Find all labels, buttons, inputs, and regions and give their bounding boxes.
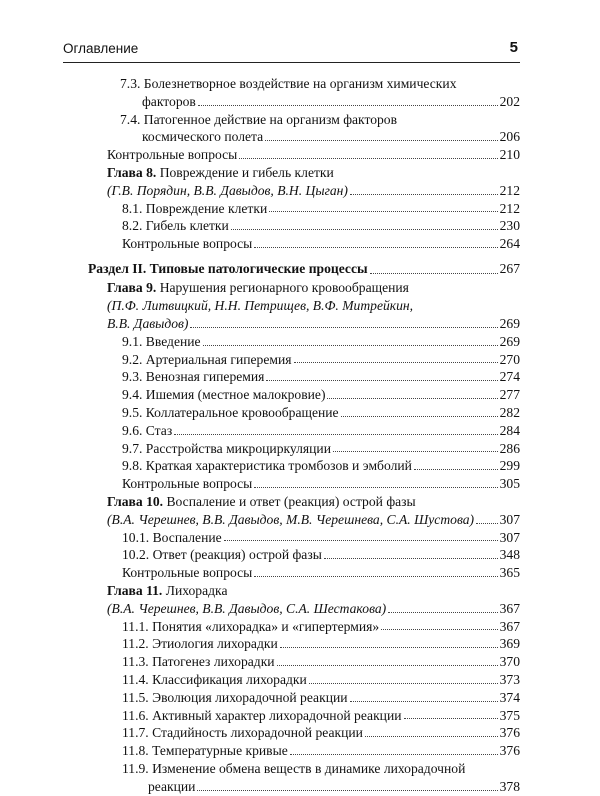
entry-number: 11.1.	[122, 618, 149, 634]
entry-number: 9.2.	[122, 351, 143, 367]
chapter-label: Глава 11.	[107, 583, 163, 599]
entry-number: 9.1.	[122, 333, 143, 349]
chapter-title: Лихорадка	[165, 583, 228, 599]
authors-text: (В.А. Черешнев, В.В. Давыдов, С.А. Шестакова)	[107, 600, 387, 616]
dot-leader	[254, 247, 497, 248]
toc-entry[interactable]	[0, 217, 520, 235]
entry-page: 202	[499, 93, 520, 109]
entry-text: Контрольные вопросы	[122, 565, 253, 581]
dot-leader	[370, 273, 498, 274]
entry-text: Стадийность лихорадочной реакции	[152, 725, 363, 741]
toc-entry[interactable]	[0, 200, 520, 218]
entry-number: 10.1.	[122, 529, 150, 545]
entry-page: 270	[499, 351, 520, 367]
toc-chapter[interactable]	[0, 582, 520, 600]
toc-entry[interactable]	[0, 368, 520, 386]
entry-text: Контрольные вопросы	[107, 147, 238, 163]
entry-text: Патогенез лихорадки	[152, 654, 275, 670]
section-title: Типовые патологические процессы	[149, 260, 368, 276]
entry-text: Контрольные вопросы	[122, 236, 253, 252]
entry-page: 375	[499, 707, 520, 723]
entry-page: 367	[499, 600, 520, 616]
entry-number: 11.3.	[122, 654, 149, 670]
entry-page: 274	[499, 369, 520, 385]
toc-entry[interactable]	[0, 404, 520, 422]
entry-number: 11.2.	[122, 636, 149, 652]
toc-entry[interactable]	[0, 724, 520, 742]
dot-leader	[197, 790, 497, 791]
entry-page: 307	[499, 511, 520, 527]
entry-number: 11.8.	[122, 743, 149, 759]
entry-number: 11.7.	[122, 725, 149, 741]
dot-leader	[269, 211, 497, 212]
entry-text: Краткая характеристика тромбозов и эмболий	[145, 458, 412, 474]
dot-leader	[198, 105, 498, 106]
toc-authors[interactable]	[0, 182, 520, 200]
chapter-title: Воспаление и ответ (реакция) острой фазы	[166, 494, 416, 510]
entry-text: Стаз	[145, 422, 173, 438]
entry-page: 299	[499, 458, 520, 474]
entry-page: 210	[499, 147, 520, 163]
authors-text: (Г.В. Порядин, В.В. Давыдов, В.Н. Цыган)	[107, 182, 348, 198]
entry-text: Этиология лихорадки	[152, 636, 278, 652]
entry-page: 367	[499, 618, 520, 634]
dot-leader	[239, 158, 497, 159]
entry-page: 282	[499, 405, 520, 421]
dot-leader	[414, 469, 498, 470]
entry-text: Повреждение клетки	[145, 200, 268, 216]
entry-text: факторов	[142, 93, 196, 109]
entry-text: Расстройства микроциркуляции	[145, 440, 331, 456]
toc-entry[interactable]	[0, 564, 520, 582]
entry-page: 370	[499, 654, 520, 670]
entry-page: 264	[499, 236, 520, 252]
entry-page: 206	[499, 129, 520, 145]
entry-text: Коллатеральное кровообращение	[145, 405, 339, 421]
dot-leader	[203, 345, 498, 346]
toc-entry[interactable]	[0, 351, 520, 369]
toc-entry[interactable]	[0, 235, 520, 253]
entry-page: 348	[499, 547, 520, 563]
toc-authors	[0, 297, 520, 315]
entry-number: 9.6.	[122, 422, 143, 438]
toc-entry[interactable]	[0, 546, 520, 564]
entry-page: 267	[499, 260, 520, 276]
page-header	[63, 40, 520, 63]
entry-text: Температурные кривые	[152, 743, 288, 759]
toc-entry[interactable]	[0, 93, 520, 111]
authors-text: (В.А. Черешнев, В.В. Давыдов, М.В. Черешнева, С.А. Шустова)	[107, 511, 475, 527]
dot-leader	[294, 362, 498, 363]
header-title: Оглавление	[63, 41, 139, 56]
entry-number: 11.9.	[122, 760, 149, 776]
toc-section[interactable]	[0, 259, 520, 280]
entry-page: 378	[499, 778, 520, 794]
toc-entry[interactable]	[0, 440, 520, 458]
entry-page: 307	[499, 529, 520, 545]
chapter-title: Нарушения регионарного кровообращения	[159, 280, 409, 296]
entry-number: 8.2.	[122, 218, 143, 234]
toc-entry[interactable]	[0, 111, 521, 129]
toc-entry[interactable]	[0, 333, 520, 351]
dot-leader	[231, 229, 498, 230]
entry-text: Гибель клетки	[145, 218, 229, 234]
entry-text: Венозная гиперемия	[145, 369, 265, 385]
dot-leader	[324, 558, 498, 559]
entry-text: Ответ (реакция) острой фазы	[152, 547, 322, 563]
entry-page: 374	[499, 689, 520, 705]
entry-page: 284	[499, 422, 520, 438]
dot-leader	[190, 327, 497, 328]
chapter-label: Глава 8.	[107, 164, 157, 180]
dot-leader	[341, 416, 498, 417]
dot-leader	[388, 612, 497, 613]
dot-leader	[266, 380, 497, 381]
entry-number: 9.5.	[122, 405, 143, 421]
toc-entry[interactable]	[0, 386, 520, 404]
dot-leader	[265, 140, 497, 141]
entry-text: Эволюция лихорадочной реакции	[152, 689, 348, 705]
authors-text: В.В. Давыдов)	[107, 316, 189, 332]
entry-page: 230	[499, 218, 520, 234]
toc-entry[interactable]	[0, 760, 520, 778]
dot-leader	[174, 434, 497, 435]
entry-text: Понятия «лихорадка» и «гипертермия»	[152, 618, 380, 634]
dot-leader	[333, 451, 498, 452]
toc-entry[interactable]	[0, 689, 520, 707]
toc-entry[interactable]	[0, 653, 520, 671]
entry-page: 286	[499, 440, 520, 456]
entry-page: 269	[499, 316, 520, 332]
dot-leader	[404, 718, 498, 719]
entry-page: 376	[499, 725, 520, 741]
entry-number: 7.4.	[120, 111, 141, 127]
section-label: Раздел II.	[88, 260, 147, 276]
dot-leader	[280, 647, 498, 648]
entry-text: Ишемия (местное малокровие)	[145, 387, 326, 403]
toc-entry[interactable]	[0, 422, 520, 440]
entry-text: Артериальная гиперемия	[145, 351, 292, 367]
toc-chapter[interactable]	[0, 164, 520, 182]
toc-entry[interactable]	[0, 128, 520, 146]
entry-number: 9.7.	[122, 440, 143, 456]
toc-authors[interactable]	[0, 315, 520, 333]
chapter-label: Глава 9.	[107, 280, 157, 296]
toc-entry[interactable]	[0, 778, 520, 796]
entry-number: 10.2.	[122, 547, 150, 563]
dot-leader	[254, 487, 497, 488]
toc-authors[interactable]	[0, 600, 520, 618]
dot-leader	[350, 701, 498, 702]
toc-chapter[interactable]	[0, 493, 520, 511]
entry-text: Классификация лихорадки	[152, 672, 307, 687]
entry-page: 373	[499, 672, 520, 687]
entry-page: 369	[499, 636, 520, 652]
entry-number: 9.4.	[122, 387, 143, 403]
entry-text: космического полета	[142, 129, 264, 145]
dot-leader	[350, 194, 498, 195]
entry-page: 365	[499, 565, 520, 581]
dot-leader	[381, 629, 497, 630]
toc-chapter[interactable]	[0, 279, 520, 297]
dot-leader	[277, 665, 498, 666]
dot-leader	[224, 540, 498, 541]
entry-page: 305	[499, 476, 520, 492]
page-number: 5	[509, 39, 518, 56]
chapter-title: Повреждение и гибель клетки	[159, 164, 334, 180]
entry-text: Изменение обмена веществ в динамике лихорадочной	[152, 760, 466, 776]
entry-number: 9.8.	[122, 458, 143, 474]
entry-number: 8.1.	[122, 200, 143, 216]
entry-page: 269	[499, 333, 520, 349]
entry-number: 11.6.	[122, 707, 149, 723]
toc-entry[interactable]	[0, 146, 520, 164]
entry-text: реакции	[148, 778, 196, 794]
dot-leader	[254, 576, 497, 577]
toc-entry[interactable]	[0, 475, 520, 493]
entry-text: Введение	[145, 333, 201, 349]
toc-entry[interactable]	[0, 75, 521, 93]
dot-leader	[309, 683, 498, 684]
entry-page: 212	[499, 200, 520, 216]
dot-leader	[327, 398, 497, 399]
dot-leader	[476, 523, 498, 524]
entry-number: 11.5.	[122, 689, 149, 705]
toc-entry[interactable]	[0, 457, 520, 475]
entry-text: Контрольные вопросы	[122, 476, 253, 492]
toc-entry[interactable]	[0, 671, 520, 689]
toc-entry[interactable]	[0, 618, 520, 636]
entry-text: Болезнетворное воздействие на организм химических	[143, 76, 457, 91]
toc-authors[interactable]	[0, 511, 520, 529]
authors-text: (П.Ф. Литвицкий, Н.Н. Петрищев, В.Ф. Митрейкин,	[107, 298, 414, 314]
entry-number: 7.3.	[120, 76, 141, 91]
dot-leader	[290, 754, 498, 755]
chapter-label: Глава 10.	[107, 494, 164, 510]
toc-entry[interactable]	[0, 635, 520, 653]
entry-page: 376	[499, 743, 520, 759]
entry-number: 9.3.	[122, 369, 143, 385]
entry-page: 277	[499, 387, 520, 403]
entry-text: Воспаление	[152, 529, 222, 545]
toc-entry[interactable]	[0, 742, 520, 760]
entry-page: 212	[499, 182, 520, 198]
toc-entry[interactable]	[0, 707, 520, 725]
dot-leader	[365, 736, 498, 737]
table-of-contents	[0, 75, 600, 796]
entry-text: Активный характер лихорадочной реакции	[152, 707, 402, 723]
entry-number: 11.4.	[122, 672, 149, 687]
toc-entry[interactable]	[0, 529, 520, 547]
entry-text: Патогенное действие на организм факторов	[143, 111, 398, 127]
